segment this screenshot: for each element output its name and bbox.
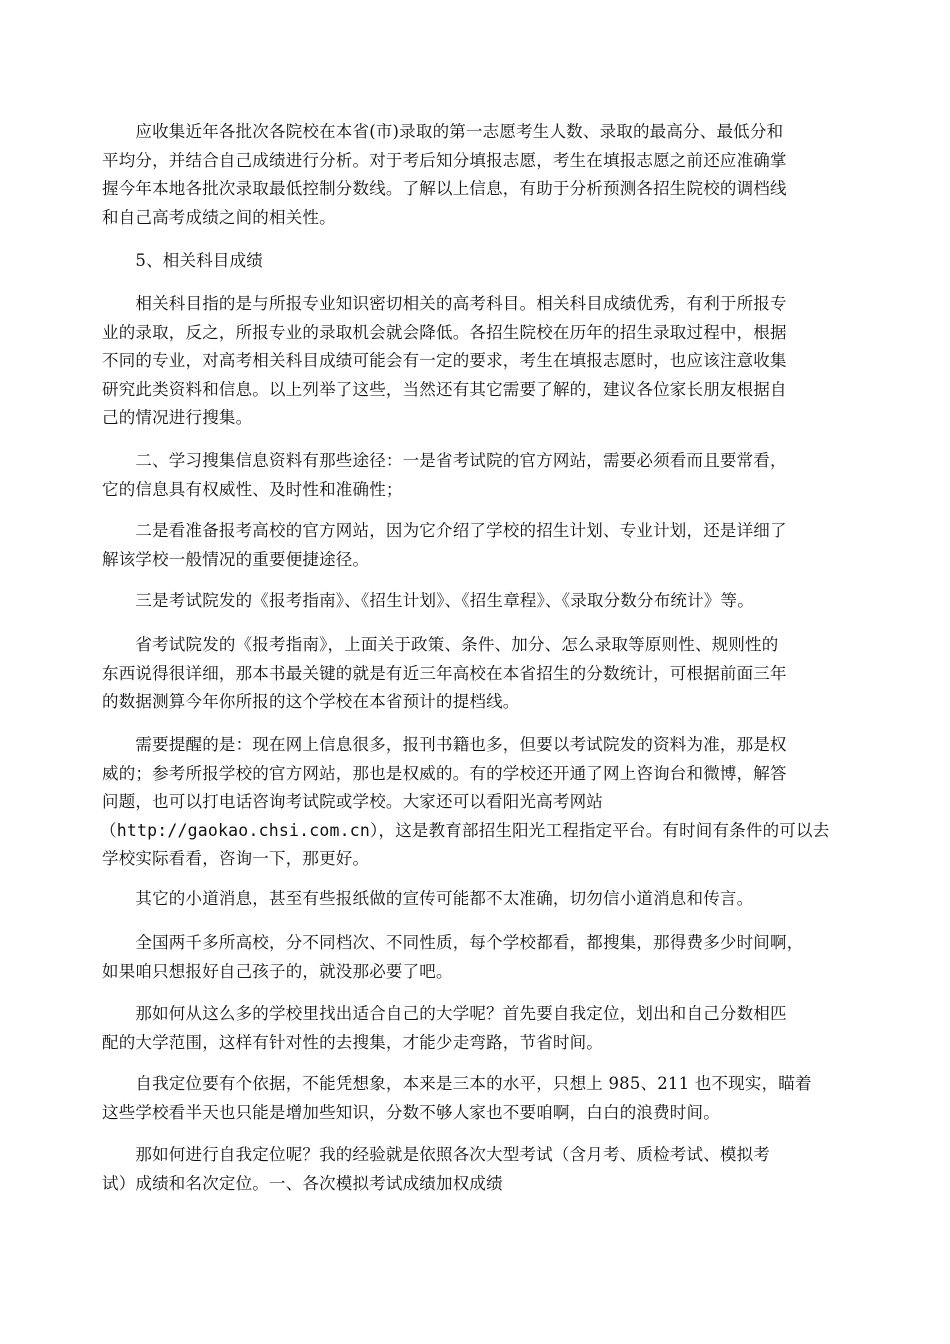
paragraph-two-thousand-universities [102, 929, 862, 986]
text-line: 省考试院发的《报考指南》，上面关于政策、条件、加分、怎么录取等原则性、规则性的 [102, 635, 779, 654]
text-line: 三是考试院发的《报考指南》、《招生计划》、《招生章程》、《录取分数分布统计》等。 [102, 591, 754, 610]
text-line: 不同的专业，对高考相关科目成绩可能会有一定的要求，考生在填报志愿时，也应该注意收集 [102, 351, 787, 370]
text-line: 研究此类资料和信息。以上列举了这些，当然还有其它需要了解的，建议各位家长朋友根据自 [102, 379, 787, 399]
text-line: 的数据测算今年你所报的这个学校在本省预计的提档线。 [102, 692, 520, 711]
text-line: 如果咱只想报好自己孩子的，就没那必要了吧。 [102, 961, 453, 981]
paragraph-exam-publications [102, 587, 862, 616]
text-line: 业的录取，反之，所报专业的录取机会就会降低。各招生院校在历年的招生录取过程中，根据 [102, 322, 787, 342]
text-line: 相关科目指的是与所报专业知识密切相关的高考科目。相关科目成绩优秀，有利于所报专 [102, 294, 787, 313]
text-line: 己的情况进行搜集。 [102, 408, 253, 427]
text-line: 平均分，并结合自己成绩进行分析。对于考后知分填报志愿，考生在填报志愿之前还应准确掌 [102, 150, 787, 170]
paragraph-info-channels [102, 447, 862, 504]
text-line: 学校实际看看，咨询一下，那更好。 [102, 849, 370, 868]
text-line: 全国两千多所高校，分不同档次、不同性质，每个学校都看，都搜集，那得费多少时间啊， [102, 933, 804, 952]
text-line: 问题，也可以打电话咨询考试院或学校。大家还可以看阳光高考网站 [102, 792, 603, 811]
text-line: 那如何从这么多的学校里找出适合自己的大学呢？首先要自我定位，划出和自己分数相匹 [102, 1004, 787, 1023]
paragraph-university-websites [102, 517, 862, 574]
text-line: 这些学校看半天也只能是增加些知识，分数不够人家也不要咱啊，白白的浪费时间。 [102, 1102, 720, 1122]
paragraph-positioning-basis [102, 1070, 862, 1127]
text-line: 威的；参考所报学校的官方网站，那也是权威的。有的学校还开通了网上咨询台和微博，解答 [102, 763, 787, 783]
paragraph-rumors [102, 885, 862, 914]
text-line: 和自己高考成绩之间的相关性。 [102, 207, 336, 227]
paragraph-self-positioning [102, 1000, 862, 1057]
paragraph-reminder [102, 731, 862, 874]
text-line: 试）成绩和名次定位。一、各次模拟考试成绩加权成绩 [102, 1173, 503, 1193]
text-line: 自我定位要有个依据，不能凭想象，本来是三本的水平，只想上 985、211 也不现实，瞄着 [102, 1074, 812, 1093]
paragraph-application-guide [102, 631, 862, 717]
paragraph-admission-data [102, 118, 862, 232]
text-line: 那如何进行自我定位呢？我的经验就是依照各次大型考试（含月考、质检考试、模拟考 [102, 1145, 770, 1164]
text-line: 握今年本地各批次录取最低控制分数线。了解以上信息，有助于分析预测各招生院校的调档线 [102, 179, 787, 198]
text-line: 配的大学范围，这样有针对性的去搜集，才能少走弯路，节省时间。 [102, 1032, 603, 1052]
text-line: 需要提醒的是：现在网上信息很多，报刊书籍也多，但要以考试院发的资料为准，那是权 [102, 735, 787, 754]
text-line: 东西说得很详细，那本书最关键的就是有近三年高校在本省招生的分数统计，可根据前面三年 [102, 663, 787, 683]
paragraph-how-to-position [102, 1141, 862, 1198]
text-line: 它的信息具有权威性、及时性和准确性； [102, 479, 403, 499]
text-line: 解该学校一般情况的重要便捷途径。 [102, 549, 370, 569]
text-line-url: （http://gaokao.chsi.com.cn），这是教育部招生阳光工程指定平台。有时间有条件的可以去 [100, 820, 830, 840]
section-heading-related-subjects [102, 247, 862, 276]
text-line: 5、相关科目成绩 [102, 251, 263, 270]
text-line: 其它的小道消息，甚至有些报纸做的宣传可能都不太准确，切勿信小道消息和传言。 [102, 889, 754, 908]
paragraph-related-subjects [102, 290, 862, 433]
text-line: 应收集近年各批次各院校在本省(市)录取的第一志愿考生人数、录取的最高分、最低分和 [102, 122, 784, 141]
text-line: 二、学习搜集信息资料有那些途径：一是省考试院的官方网站，需要必须看而且要常看， [102, 451, 787, 470]
text-line: 二是看准备报考高校的官方网站，因为它介绍了学校的招生计划、专业计划，还是详细了 [102, 521, 787, 540]
